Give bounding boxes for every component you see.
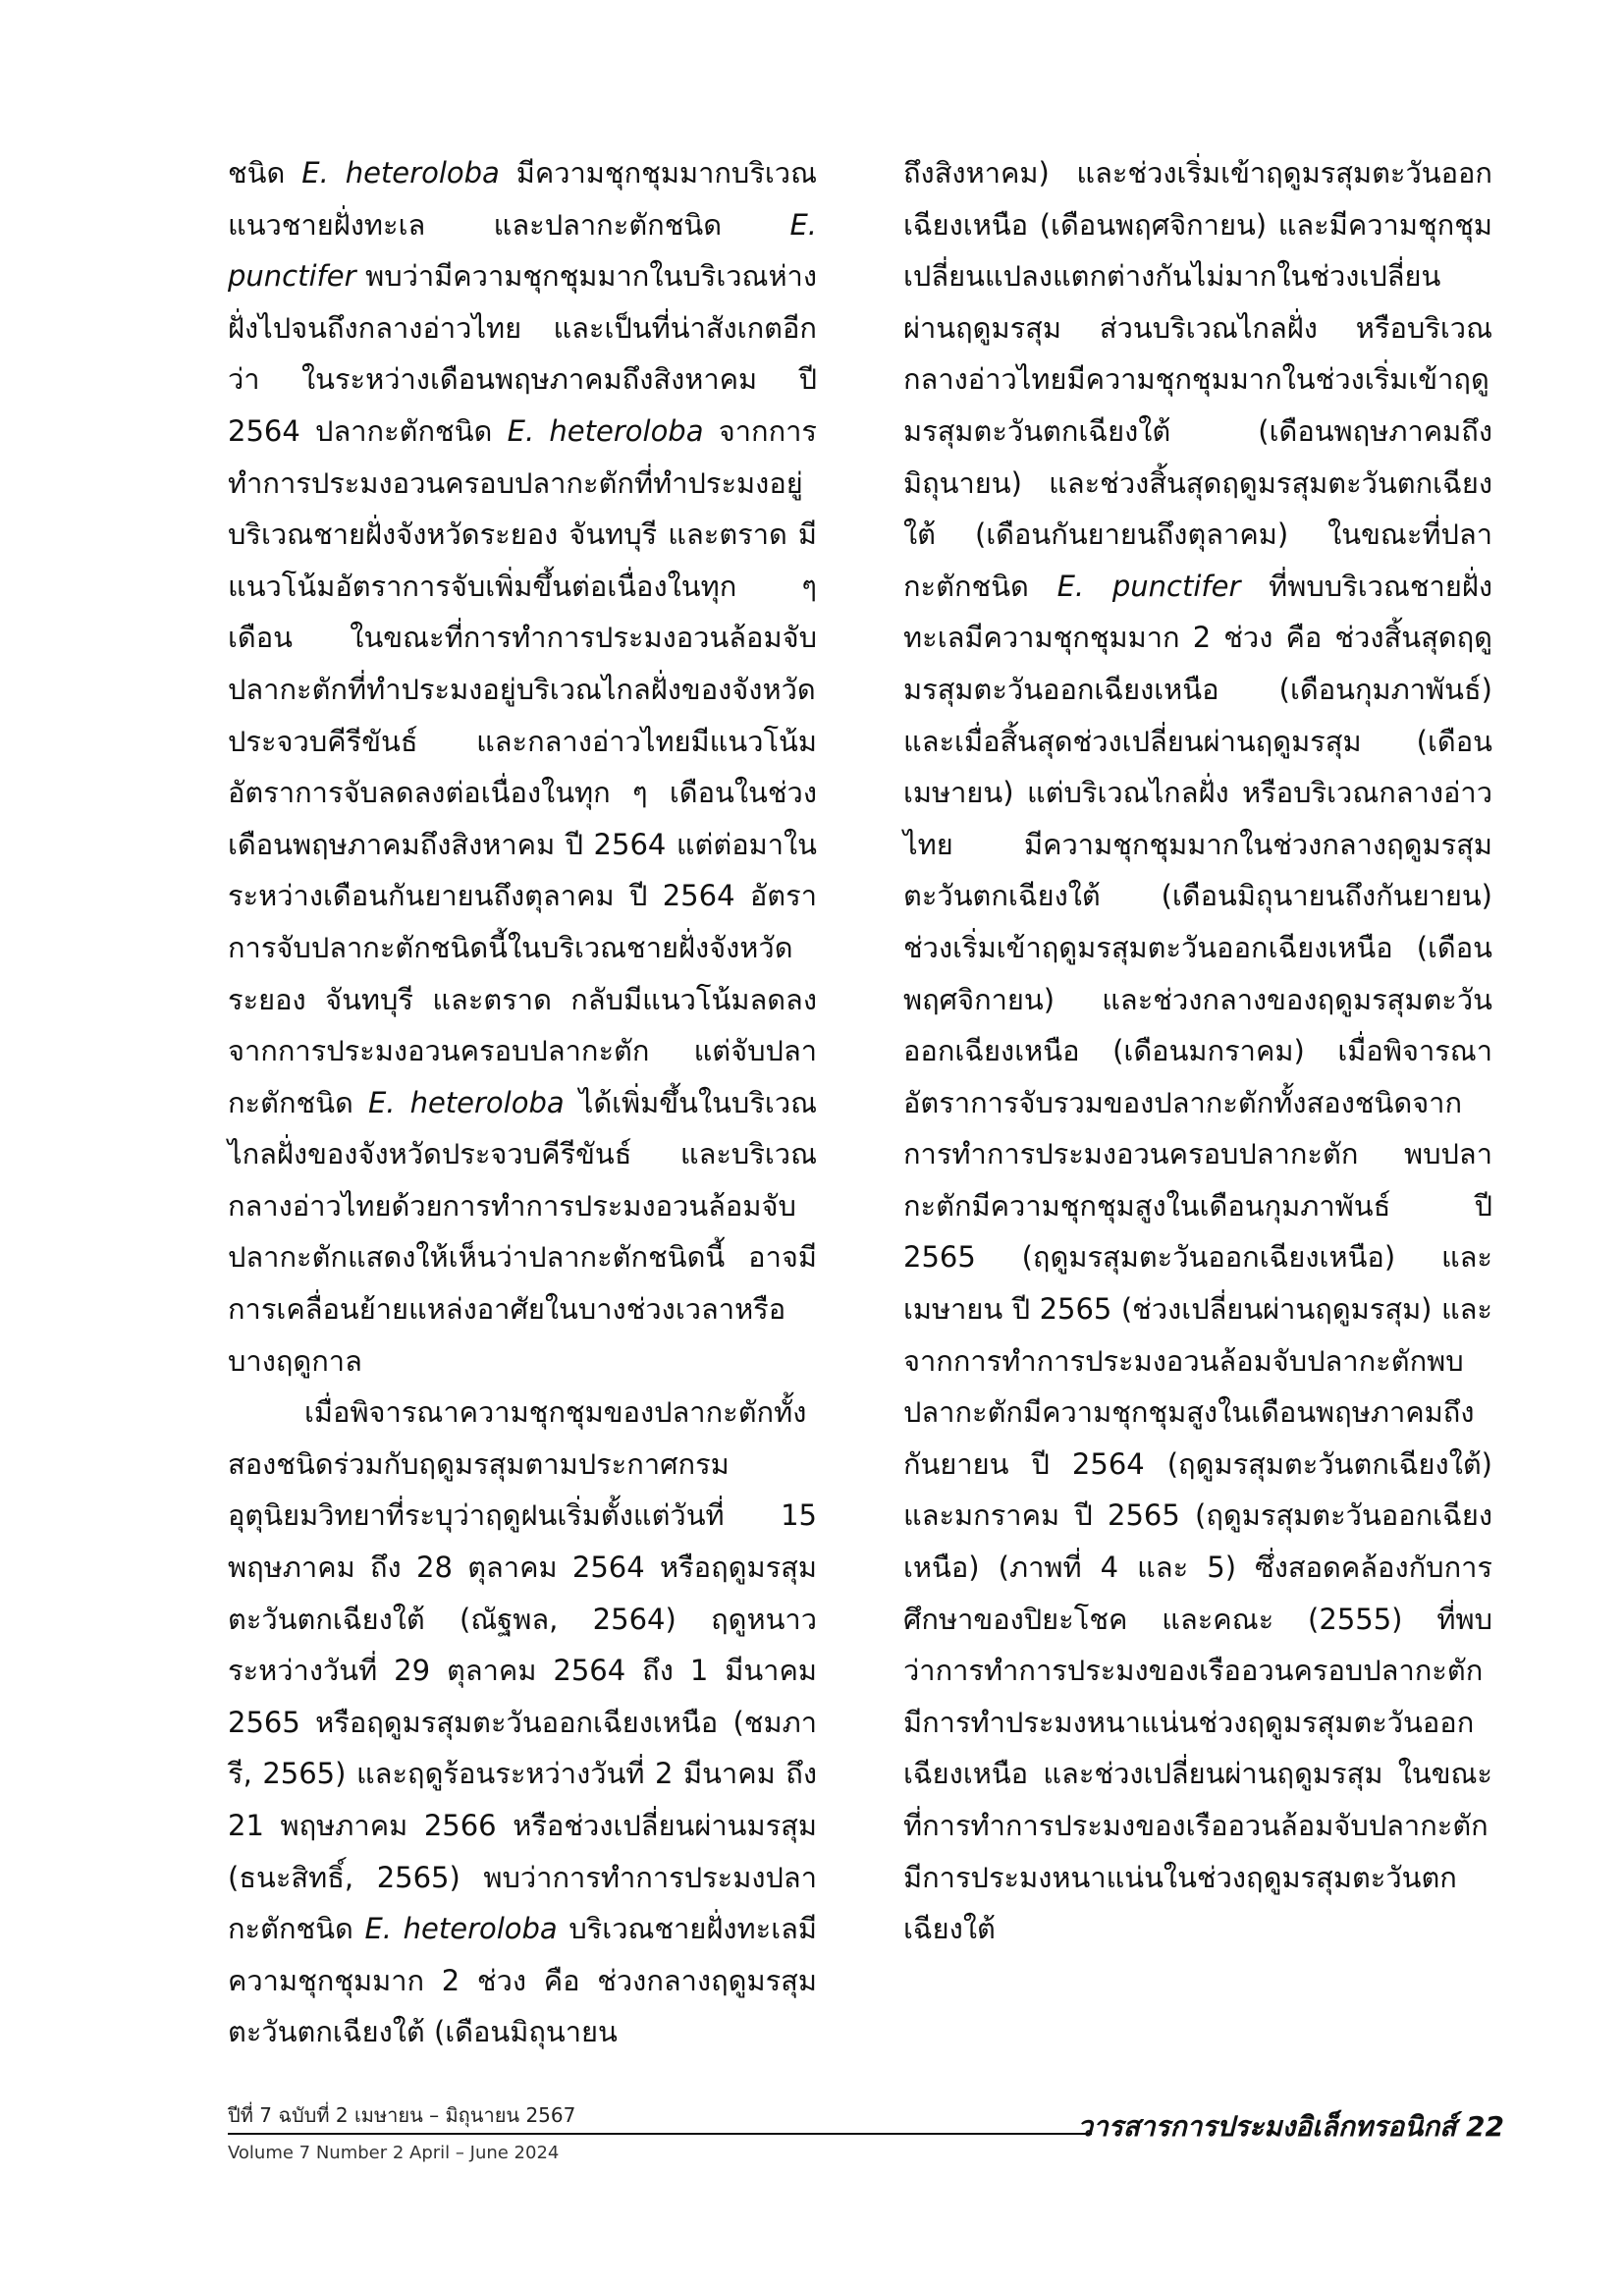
journal-title: วารสารการประมงอิเล็กทรอนิกส์ (1077, 2110, 1457, 2143)
footer-journal-label (1077, 2105, 1504, 2149)
text-run: เมื่อพิจารณาความชุกชุมของปลากะตักทั้งสองชนิดร่วมกับฤดูมรสุมตามประกาศกรมอุตุนิยมวิทยาที่ระบุว่าฤดูฝนเริ่มตั้งแต่วันที่ 15 พฤษภาคม ถึง 28 ตุลาคม 2564 หรือฤดูมรสุมตะวันตกเฉียงใต้ (ณัฐพล, 2564) ฤดูหนาวระหว่างวันที่ 29 ตุลาคม 2564 ถึง 1 มีนาคม 2565 หรือฤดูมรสุมตะวันออกเฉียงเหนือ (ชมภารี, 2565) และฤดูร้อนระหว่างวันที่ 2 มีนาคม ถึง 21 พฤษภาคม 2566 หรือช่วงเปลี่ยนผ่านมรสุม (ธนะสิทธิ์, 2565) พบว่าการทำการประมงปลากะตักชนิด (228, 1395, 817, 1946)
text-run: บริเวณชายฝั่งทะเลมีความชุกชุมมาก 2 ช่วง คือ ช่วงกลางฤดูมรสุมตะวันตกเฉียงใต้ (เดือนมิถุนายน (228, 1912, 818, 2049)
left-paragraph-1 (228, 147, 817, 1387)
species-name: E. heteroloba (364, 1912, 558, 1946)
page-number: 22 (1466, 2110, 1504, 2143)
species-name: E. heteroloba (367, 1085, 565, 1119)
left-paragraph-2 (228, 1387, 817, 2058)
text-run: ที่พบบริเวณชายฝั่งทะเลมีความชุกชุมมาก 2 ช่วง คือ ช่วงสิ้นสุดฤดูมรสุมตะวันออกเฉียงเหนือ (เดือนกุมภาพันธ์) และเมื่อสิ้นสุดช่วงเปลี่ยนผ่านฤดูมรสุม (เดือนเมษายน) แต่บริเวณไกลฝั่ง หรือบริเวณกลางอ่าวไทย มีความชุกชุมมากในช่วงกลางฤดูมรสุมตะวันตกเฉียงใต้ (เดือนมิถุนายนถึงกันยายน) ช่วงเริ่มเข้าฤดูมรสุมตะวันออกเฉียงเหนือ (เดือนพฤศจิกายน) และช่วงกลางของฤดูมรสุมตะวันออกเฉียงเหนือ (เดือนมกราคม) เมื่อพิจารณาอัตราการจับรวมของปลากะตักทั้งสองชนิดจากการทำการประมงอวนครอบปลากะตัก พบปลากะตักมีความชุกชุมสูงในเดือนกุมภาพันธ์ ปี 2565 (ฤดูมรสุมตะวันออกเฉียงเหนือ) และเมษายน ปี 2565 (ช่วงเปลี่ยนผ่านฤดูมรสุม) และจากการทำการประมงอวนล้อมจับปลากะตักพบปลากะตักมีความชุกชุมสูงในเดือนพฤษภาคมถึงกันยายน ปี 2564 (ฤดูมรสุมตะวันตกเฉียงใต้) และมกราคม ปี 2565 (ฤดูมรสุมตะวันออกเฉียงเหนือ) (ภาพที่ 4 และ 5) ซึ่งสอดคล้องกับการศึกษาของปิยะโชค และคณะ (2555) ที่พบว่าการทำการประมงของเรืออวนครอบปลากะตักมีการทำประมงหนาแน่นช่วงฤดูมรสุมตะวันออกเฉียงเหนือ และช่วงเปลี่ยนผ่านฤดูมรสุม ในขณะที่การทำการประมงของเรืออวนล้อมจับปลากะตักมีการประมงหนาแน่นในช่วงฤดูมรสุมตะวันตกเฉียงใต้ (903, 569, 1492, 1946)
left-column (228, 147, 817, 2058)
page-footer (228, 2097, 1504, 2163)
species-name: E. heteroloba (301, 156, 500, 190)
species-name: E. heteroloba (507, 413, 704, 448)
text-run: จากการทำการประมงอวนครอบปลากะตักที่ทำประมงอยู่บริเวณชายฝั่งจังหวัดระยอง จันทบุรี และตราด มีแนวโน้มอัตราการจับเพิ่มขึ้นต่อเนื่องในทุก ๆ เดือน ในขณะที่การทำการประมงอวนล้อมจับปลากะตักที่ทำประมงอยู่บริเวณไกลฝั่งของจังหวัดประจวบคีรีขันธ์ และกลางอ่าวไทยมีแนวโน้มอัตราการจับลดลงต่อเนื่องในทุก ๆ เดือนในช่วงเดือนพฤษภาคมถึงสิงหาคม ปี 2564 แต่ต่อมาในระหว่างเดือนกันยายนถึงตุลาคม ปี 2564 อัตราการจับปลากะตักชนิดนี้ในบริเวณชายฝั่งจังหวัดระยอง จันทบุรี และตราด กลับมีแนวโน้มลดลงจากการประมงอวนครอบปลากะตัก แต่จับปลากะตักชนิด (228, 413, 817, 1119)
text-run: ชนิด (228, 156, 302, 190)
right-paragraph-1 (903, 147, 1492, 1955)
right-column (903, 147, 1492, 1955)
text-run: ได้เพิ่มขึ้นในบริเวณไกลฝั่งของจังหวัดประจวบคีรีขันธ์ และบริเวณกลางอ่าวไทยด้วยการทำการประมงอวนล้อมจับปลากะตักแสดงให้เห็นว่าปลากะตักชนิดนี้ อาจมีการเคลื่อนย้ายแหล่งอาศัยในบางช่วงเวลาหรือบางฤดูกาล (228, 1085, 818, 1378)
text-run: พบว่ามีความชุกชุมมากในบริเวณห่างฝั่งไปจนถึงกลางอ่าวไทย และเป็นที่น่าสังเกตอีกว่า ในระหว่างเดือนพฤษภาคมถึงสิงหาคม ปี 2564 ปลากะตักชนิด (228, 259, 817, 448)
text-run: ถึงสิงหาคม) และช่วงเริ่มเข้าฤดูมรสุมตะวันออกเฉียงเหนือ (เดือนพฤศจิกายน) และมีความชุกชุมเปลี่ยนแปลงแตกต่างกันไม่มากในช่วงเปลี่ยนผ่านฤดูมรสุม ส่วนบริเวณไกลฝั่ง หรือบริเวณกลางอ่าวไทยมีความชุกชุมมากในช่วงเริ่มเข้าฤดูมรสุมตะวันตกเฉียงใต้ (เดือนพฤษภาคมถึงมิถุนายน) และช่วงสิ้นสุดฤดูมรสุมตะวันตกเฉียงใต้ (เดือนกันยายนถึงตุลาคม) ในขณะที่ปลากะตักชนิด (903, 156, 1492, 603)
footer-issue-english: Volume 7 Number 2 April – June 2024 (228, 2143, 560, 2163)
species-name: E. punctifer (1056, 569, 1241, 603)
species-name: E. punctifer (228, 207, 817, 294)
footer-issue-thai: ปีที่ 7 ฉบับที่ 2 เมษายน – มิถุนายน 2567 (228, 2103, 576, 2127)
footer-divider (228, 2133, 1092, 2135)
text-run: มีความชุกชุมมากบริเวณแนวชายฝั่งทะเล และปลากะตักชนิด (228, 156, 817, 242)
